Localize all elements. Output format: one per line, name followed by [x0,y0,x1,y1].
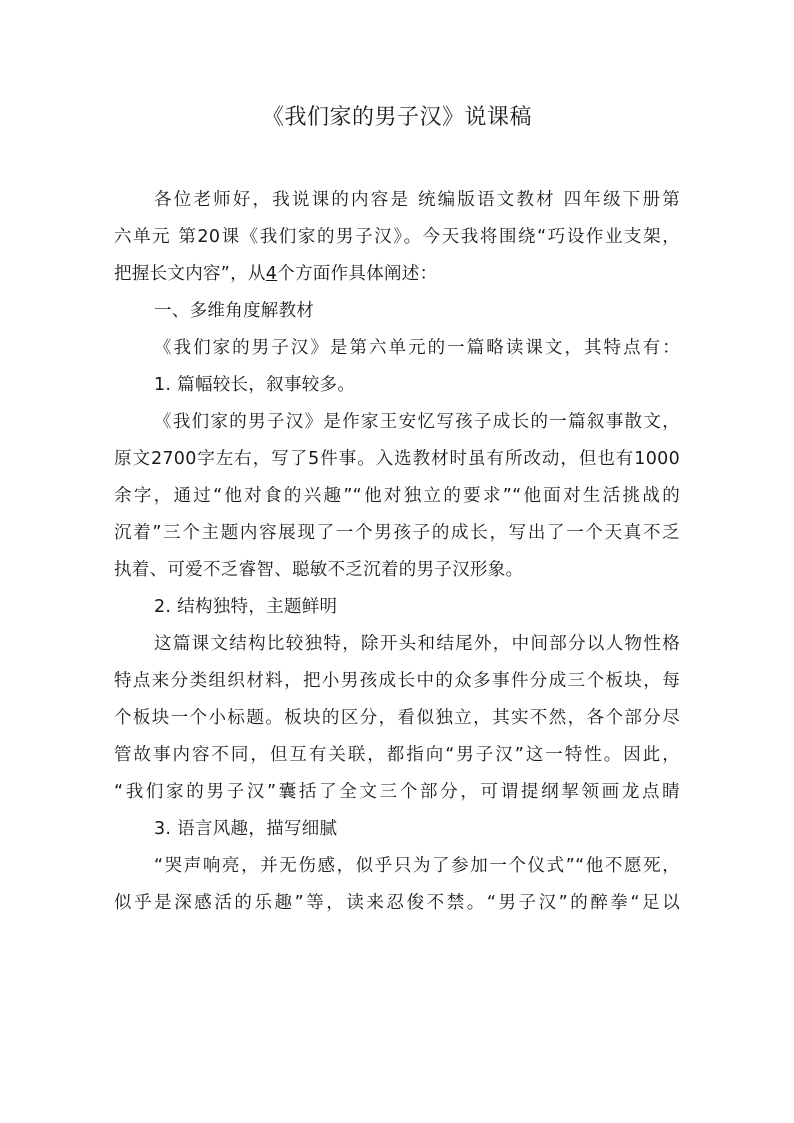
paragraph-line: 执着、可爱不乏睿智、聪敏不乏沉着的男子汉形象。 [114,560,524,580]
paragraph-line: “哭声响亮，并无伤感，似乎只为了参加一个仪式”“他不愿死， [154,856,680,876]
paragraph-line: 各位老师好，我说课的内容是 统编版语文教材 四年级下册第 [154,190,680,210]
paragraph-line: 六单元 第20课《我们家的男子汉》。今天我将围绕“巧设作业支架， [114,227,680,247]
paragraph-line: 原文2700字左右，写了5件事。入选教材时虽有所改动，但也有1000 [114,449,680,469]
paragraph-line: 管故事内容不同，但互有关联，都指向“男子汉”这一特性。因此， [114,745,680,765]
paragraph-line [114,256,680,293]
section-heading: 一、多维角度解教材 [154,301,315,321]
paragraph-line: 特点来分类组织材料，把小男孩成长中的众多事件分成三个板块，每 [114,671,680,691]
subsection-heading: 1. 篇幅较长，叙事较多。 [154,375,356,395]
paragraph-line: 《我们家的男子汉》是第六单元的一篇略读课文，其特点有： [154,338,680,358]
paragraph-line: 这篇课文结构比较独特，除开头和结尾外，中间部分以人物性格 [154,634,680,654]
subsection-heading: 3. 语言风趣，描写细腻 [154,819,338,839]
paragraph-line: “我们家的男子汉”囊括了全文三个部分，可谓提纲挈领画龙点睛 [114,782,680,802]
document-title: 《我们家的男子汉》说课稿 [261,105,532,130]
paragraph-line: 余字，通过“他对食的兴趣”“他对独立的要求”“他面对生活挑战的 [114,486,680,506]
paragraph-line: 个板块一个小标题。板块的区分，看似独立，其实不然，各个部分尽 [114,708,680,728]
text-segment: 把握长文内容”，从 [114,264,266,284]
paragraph-line: 《我们家的男子汉》是作家王安忆写孩子成长的一篇叙事散文， [154,412,680,432]
document-body [114,182,680,922]
paragraph-line: 沉着”三个主题内容展现了一个男孩子的成长，写出了一个天真不乏 [114,523,680,543]
text-segment: 个方面作具体阐述： [277,264,438,284]
paragraph-line: 似乎是深感活的乐趣”等，读来忍俊不禁。“男子汉”的醉拳“足以 [114,893,680,913]
subsection-heading: 2. 结构独特，主题鲜明 [154,597,338,617]
underlined-number: 4 [265,264,278,284]
